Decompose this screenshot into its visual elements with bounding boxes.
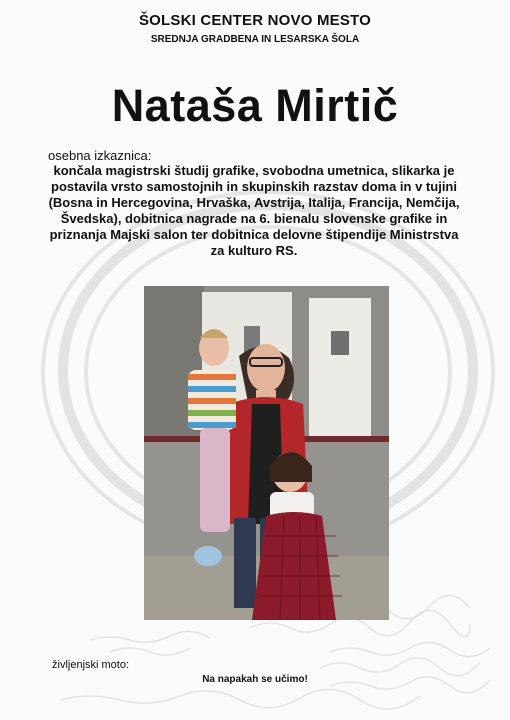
school-department: SREDNJA GRADBENA IN LESARSKA ŠOLA bbox=[150, 34, 360, 45]
motto-text: Na napakah se učimo! bbox=[202, 674, 308, 685]
id-card-label: osebna izkaznica: bbox=[48, 148, 152, 163]
motto-label: življenjski moto: bbox=[52, 659, 130, 671]
person-name: Nataša Mirtič bbox=[111, 80, 399, 131]
portrait-photo bbox=[144, 286, 389, 620]
portrait-photo-illustration bbox=[144, 286, 389, 620]
biography-text: končala magistrski študij grafike, svobodna umetnica, slikarka je postavila vrsto samostojnih in skupinskih razstav doma in v tujini (Bosna in Hercegovina, Hrvaška, Avstrija, Italija, Francija, Nemčija, Švedska), dobitnica nagrade na 6. bienalu slovenske grafike in priznanja Majski salon ter dobitnica delovne štipendije Ministrstva za kulturo RS. bbox=[48, 163, 460, 258]
school-name: ŠOLSKI CENTER NOVO MESTO bbox=[138, 12, 372, 29]
